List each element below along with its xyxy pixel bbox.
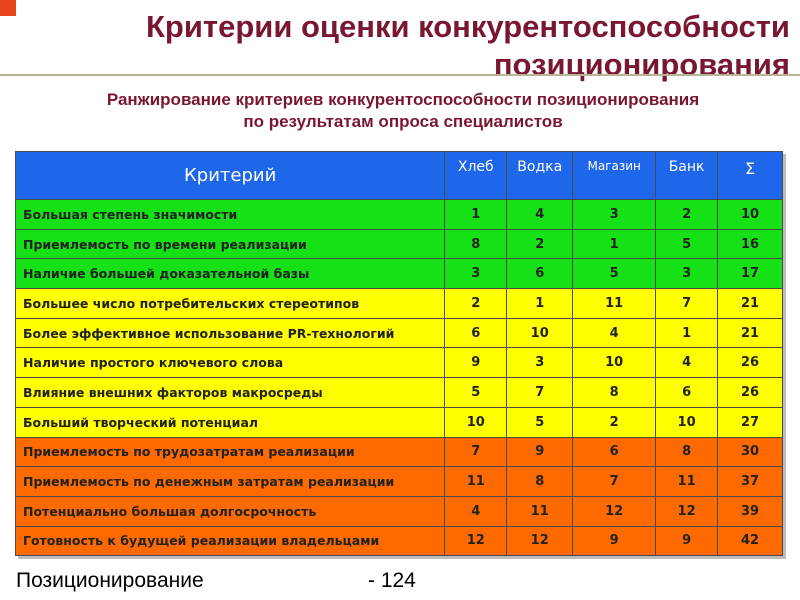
sum-cell: 37 [718, 467, 783, 497]
criterion-cell: Большая степень значимости [16, 200, 445, 230]
criterion-cell: Приемлемость по трудозатратам реализации [16, 437, 445, 467]
header-sum-icon: Σ [718, 152, 783, 200]
sum-cell: 21 [718, 289, 783, 319]
rank-cell: 7 [507, 378, 573, 408]
rank-cell: 8 [573, 378, 656, 408]
rank-cell: 8 [445, 229, 507, 259]
rank-cell: 6 [507, 259, 573, 289]
sum-cell: 21 [718, 318, 783, 348]
rank-cell: 3 [445, 259, 507, 289]
rank-cell: 12 [507, 526, 573, 556]
rank-cell: 9 [445, 348, 507, 378]
table-row [16, 526, 783, 556]
table-row [16, 378, 783, 408]
rank-cell: 9 [656, 526, 718, 556]
subtitle-line-1: Ранжирование критериев конкурентоспособности позиционирования [106, 90, 700, 109]
table-row [16, 289, 783, 319]
subtitle [0, 89, 800, 133]
rank-cell: 3 [507, 348, 573, 378]
criterion-cell: Готовность к будущей реализации владельцами [16, 526, 445, 556]
rank-cell: 9 [507, 437, 573, 467]
criteria-table [15, 151, 783, 556]
rank-cell: 10 [656, 407, 718, 437]
sum-cell: 17 [718, 259, 783, 289]
sum-cell: 30 [718, 437, 783, 467]
table-row [16, 437, 783, 467]
table-row [16, 467, 783, 497]
rank-cell: 1 [507, 289, 573, 319]
sum-cell: 10 [718, 200, 783, 230]
rank-cell: 12 [656, 496, 718, 526]
sum-cell: 26 [718, 348, 783, 378]
header-criterion: Критерий [16, 152, 445, 200]
sum-cell: 27 [718, 407, 783, 437]
table-row [16, 407, 783, 437]
criterion-cell: Приемлемость по времени реализации [16, 229, 445, 259]
rank-cell: 1 [573, 229, 656, 259]
rank-cell: 8 [507, 467, 573, 497]
criterion-cell: Более эффективное использование PR-технологий [16, 318, 445, 348]
footer-topic: Позиционирование [16, 569, 204, 592]
table-row [16, 318, 783, 348]
rank-cell: 5 [573, 259, 656, 289]
criterion-cell: Наличие большей доказательной базы [16, 259, 445, 289]
rank-cell: 11 [573, 289, 656, 319]
rank-cell: 7 [445, 437, 507, 467]
rank-cell: 5 [507, 407, 573, 437]
rank-cell: 6 [656, 378, 718, 408]
rank-cell: 1 [445, 200, 507, 230]
rank-cell: 7 [656, 289, 718, 319]
rank-cell: 4 [445, 496, 507, 526]
rank-cell: 11 [445, 467, 507, 497]
rank-cell: 5 [445, 378, 507, 408]
header-vodka: Водка [507, 152, 573, 200]
criterion-cell: Приемлемость по денежным затратам реализации [16, 467, 445, 497]
page-title: Критерии оценки конкурентоспособности позиционирования [145, 9, 790, 82]
rank-cell: 6 [573, 437, 656, 467]
rank-cell: 2 [573, 407, 656, 437]
rank-cell: 2 [507, 229, 573, 259]
rank-cell: 4 [656, 348, 718, 378]
criterion-cell: Потенциально большая долгосрочность [16, 496, 445, 526]
sum-cell: 16 [718, 229, 783, 259]
rank-cell: 11 [507, 496, 573, 526]
rank-cell: 5 [656, 229, 718, 259]
header-bread: Хлеб [445, 152, 507, 200]
page-number: - 124 [368, 569, 416, 592]
rank-cell: 1 [656, 318, 718, 348]
criterion-cell: Большее число потребительских стереотипов [16, 289, 445, 319]
table-row [16, 200, 783, 230]
table-row [16, 496, 783, 526]
table-row [16, 229, 783, 259]
rank-cell: 11 [656, 467, 718, 497]
rank-cell: 9 [573, 526, 656, 556]
sum-cell: 39 [718, 496, 783, 526]
criterion-cell: Больший творческий потенциал [16, 407, 445, 437]
rank-cell: 3 [573, 200, 656, 230]
rank-cell: 12 [573, 496, 656, 526]
table-row [16, 259, 783, 289]
rank-cell: 4 [507, 200, 573, 230]
criterion-cell: Влияние внешних факторов макросреды [16, 378, 445, 408]
rank-cell: 8 [656, 437, 718, 467]
rank-cell: 12 [445, 526, 507, 556]
rank-cell: 10 [573, 348, 656, 378]
corner-decoration [0, 0, 16, 16]
rank-cell: 6 [445, 318, 507, 348]
sum-cell: 26 [718, 378, 783, 408]
title-divider [0, 74, 800, 76]
sum-cell: 42 [718, 526, 783, 556]
rank-cell: 2 [445, 289, 507, 319]
header-store: Магазин [573, 152, 656, 200]
header-bank: Банк [656, 152, 718, 200]
rank-cell: 7 [573, 467, 656, 497]
rank-cell: 10 [507, 318, 573, 348]
table-row [16, 348, 783, 378]
subtitle-line-2: по результатам опроса специалистов [243, 112, 563, 131]
rank-cell: 2 [656, 200, 718, 230]
rank-cell: 4 [573, 318, 656, 348]
criterion-cell: Наличие простого ключевого слова [16, 348, 445, 378]
rank-cell: 3 [656, 259, 718, 289]
table-header-row [16, 152, 783, 200]
rank-cell: 10 [445, 407, 507, 437]
